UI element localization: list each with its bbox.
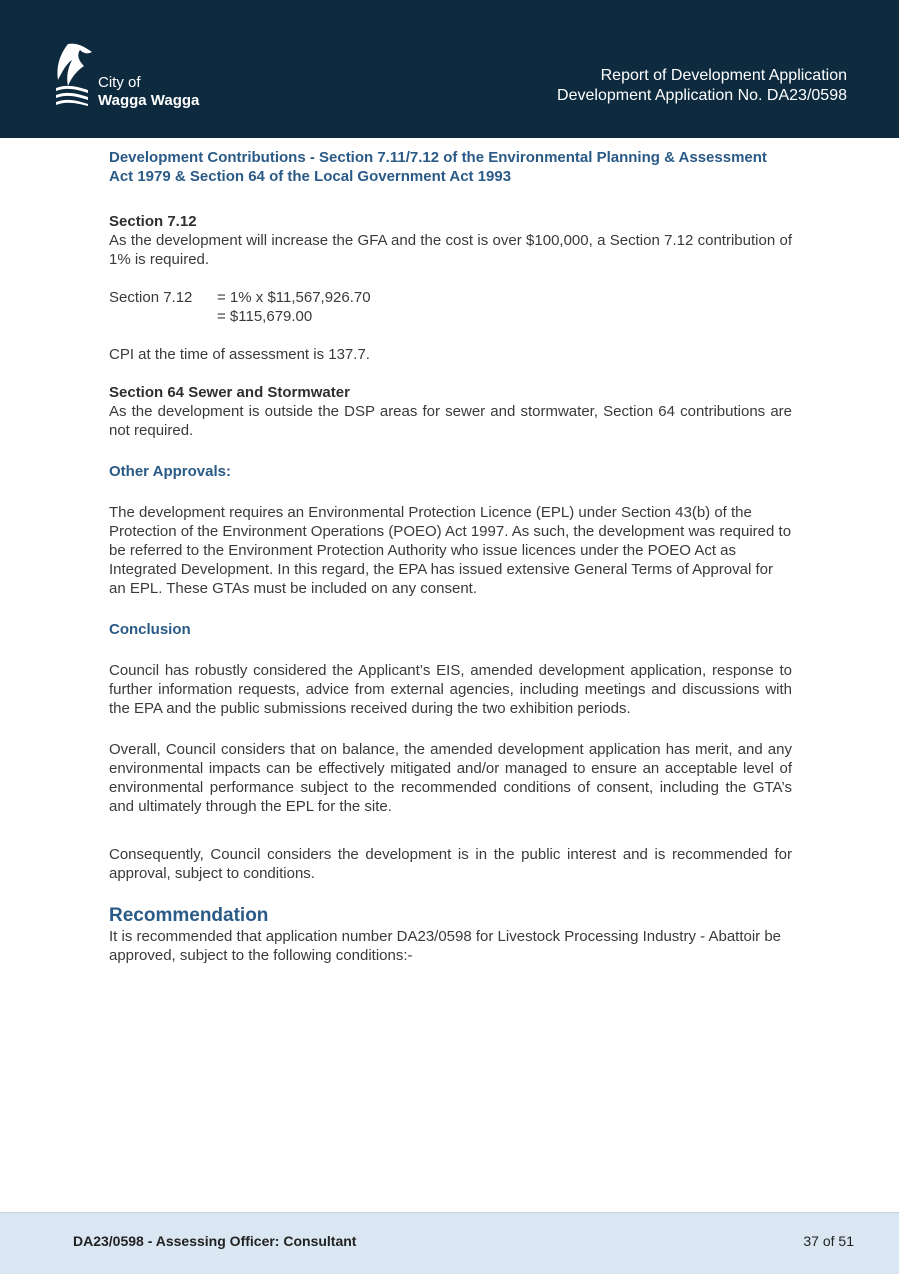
logo-text — [98, 74, 199, 110]
conclusion-heading: Conclusion — [109, 621, 191, 638]
bird-logo-icon — [54, 42, 96, 108]
recommendation-text: It is recommended that application number DA23/0598 for Livestock Processing Industry - Abattoir be approved, subject to the following conditions:- — [109, 928, 782, 964]
calc-line-2: = $115,679.00 — [217, 308, 313, 325]
section-712-text: As the development will increase the GFA and the cost is over $100,000, a Section 7.12 contribution of 1% is required. — [109, 232, 792, 268]
footer-reference: DA23/0598 - Assessing Officer: Consultant — [73, 1233, 357, 1249]
calc-line-1: = 1% x $11,567,926.70 — [217, 289, 371, 306]
other-approvals-heading: Other Approvals: — [109, 463, 231, 480]
page-number: 37 of 51 — [803, 1233, 854, 1249]
other-approvals-text: The development requires an Environmental Protection Licence (EPL) under Section 43(b) of the Protection of the Environment Operations (POEO) Act 1997. As such, the development was required to be referred to the Environment Protection Authority who issue licences under the POEO Act as Integrated Development. In this regard, the EPA has issued extensive General Terms of Approval for an EPL. These GTAs must be included on any consent. — [109, 504, 792, 597]
report-title-line-1: Report of Development Application — [600, 67, 847, 84]
report-title — [557, 66, 847, 106]
council-logo — [54, 42, 224, 112]
section-64-heading: Section 64 Sewer and Stormwater — [109, 384, 350, 401]
conclusion-paragraph-1: Council has robustly considered the Applicant’s EIS, amended development application, response to further information requests, advice from external agencies, including meetings and discussions with the EPA and the public submissions received during the two exhibition periods. — [109, 662, 792, 717]
contribution-calculation — [109, 288, 792, 326]
section-712-heading: Section 7.12 — [109, 213, 197, 230]
document-body — [109, 148, 792, 965]
cpi-text: CPI at the time of assessment is 137.7. — [109, 346, 370, 363]
conclusion-paragraph-3: Consequently, Council considers the development is in the public interest and is recommended for approval, subject to conditions. — [109, 846, 792, 882]
page-header — [0, 0, 899, 138]
section-64-text: As the development is outside the DSP areas for sewer and stormwater, Section 64 contributions are not required. — [109, 403, 792, 439]
logo-line-1: City of — [98, 74, 141, 91]
conclusion-paragraph-2: Overall, Council considers that on balance, the amended development application has merit, and any environmental impacts can be effectively mitigated and/or managed to ensure an acceptable level of environmental performance subject to the recommended conditions of consent, including the GTA’s and ultimately through the EPL for the site. — [109, 741, 792, 815]
recommendation-heading: Recommendation — [109, 905, 269, 926]
page-footer — [0, 1212, 899, 1274]
calc-label: Section 7.12 — [109, 289, 193, 306]
logo-line-2: Wagga Wagga — [98, 92, 200, 109]
report-title-line-2: Development Application No. DA23/0598 — [557, 87, 847, 104]
contributions-heading: Development Contributions - Section 7.11/7.12 of the Environmental Planning & Assessment Act 1979 & Section 64 of the Local Government Act 1993 — [109, 149, 767, 185]
